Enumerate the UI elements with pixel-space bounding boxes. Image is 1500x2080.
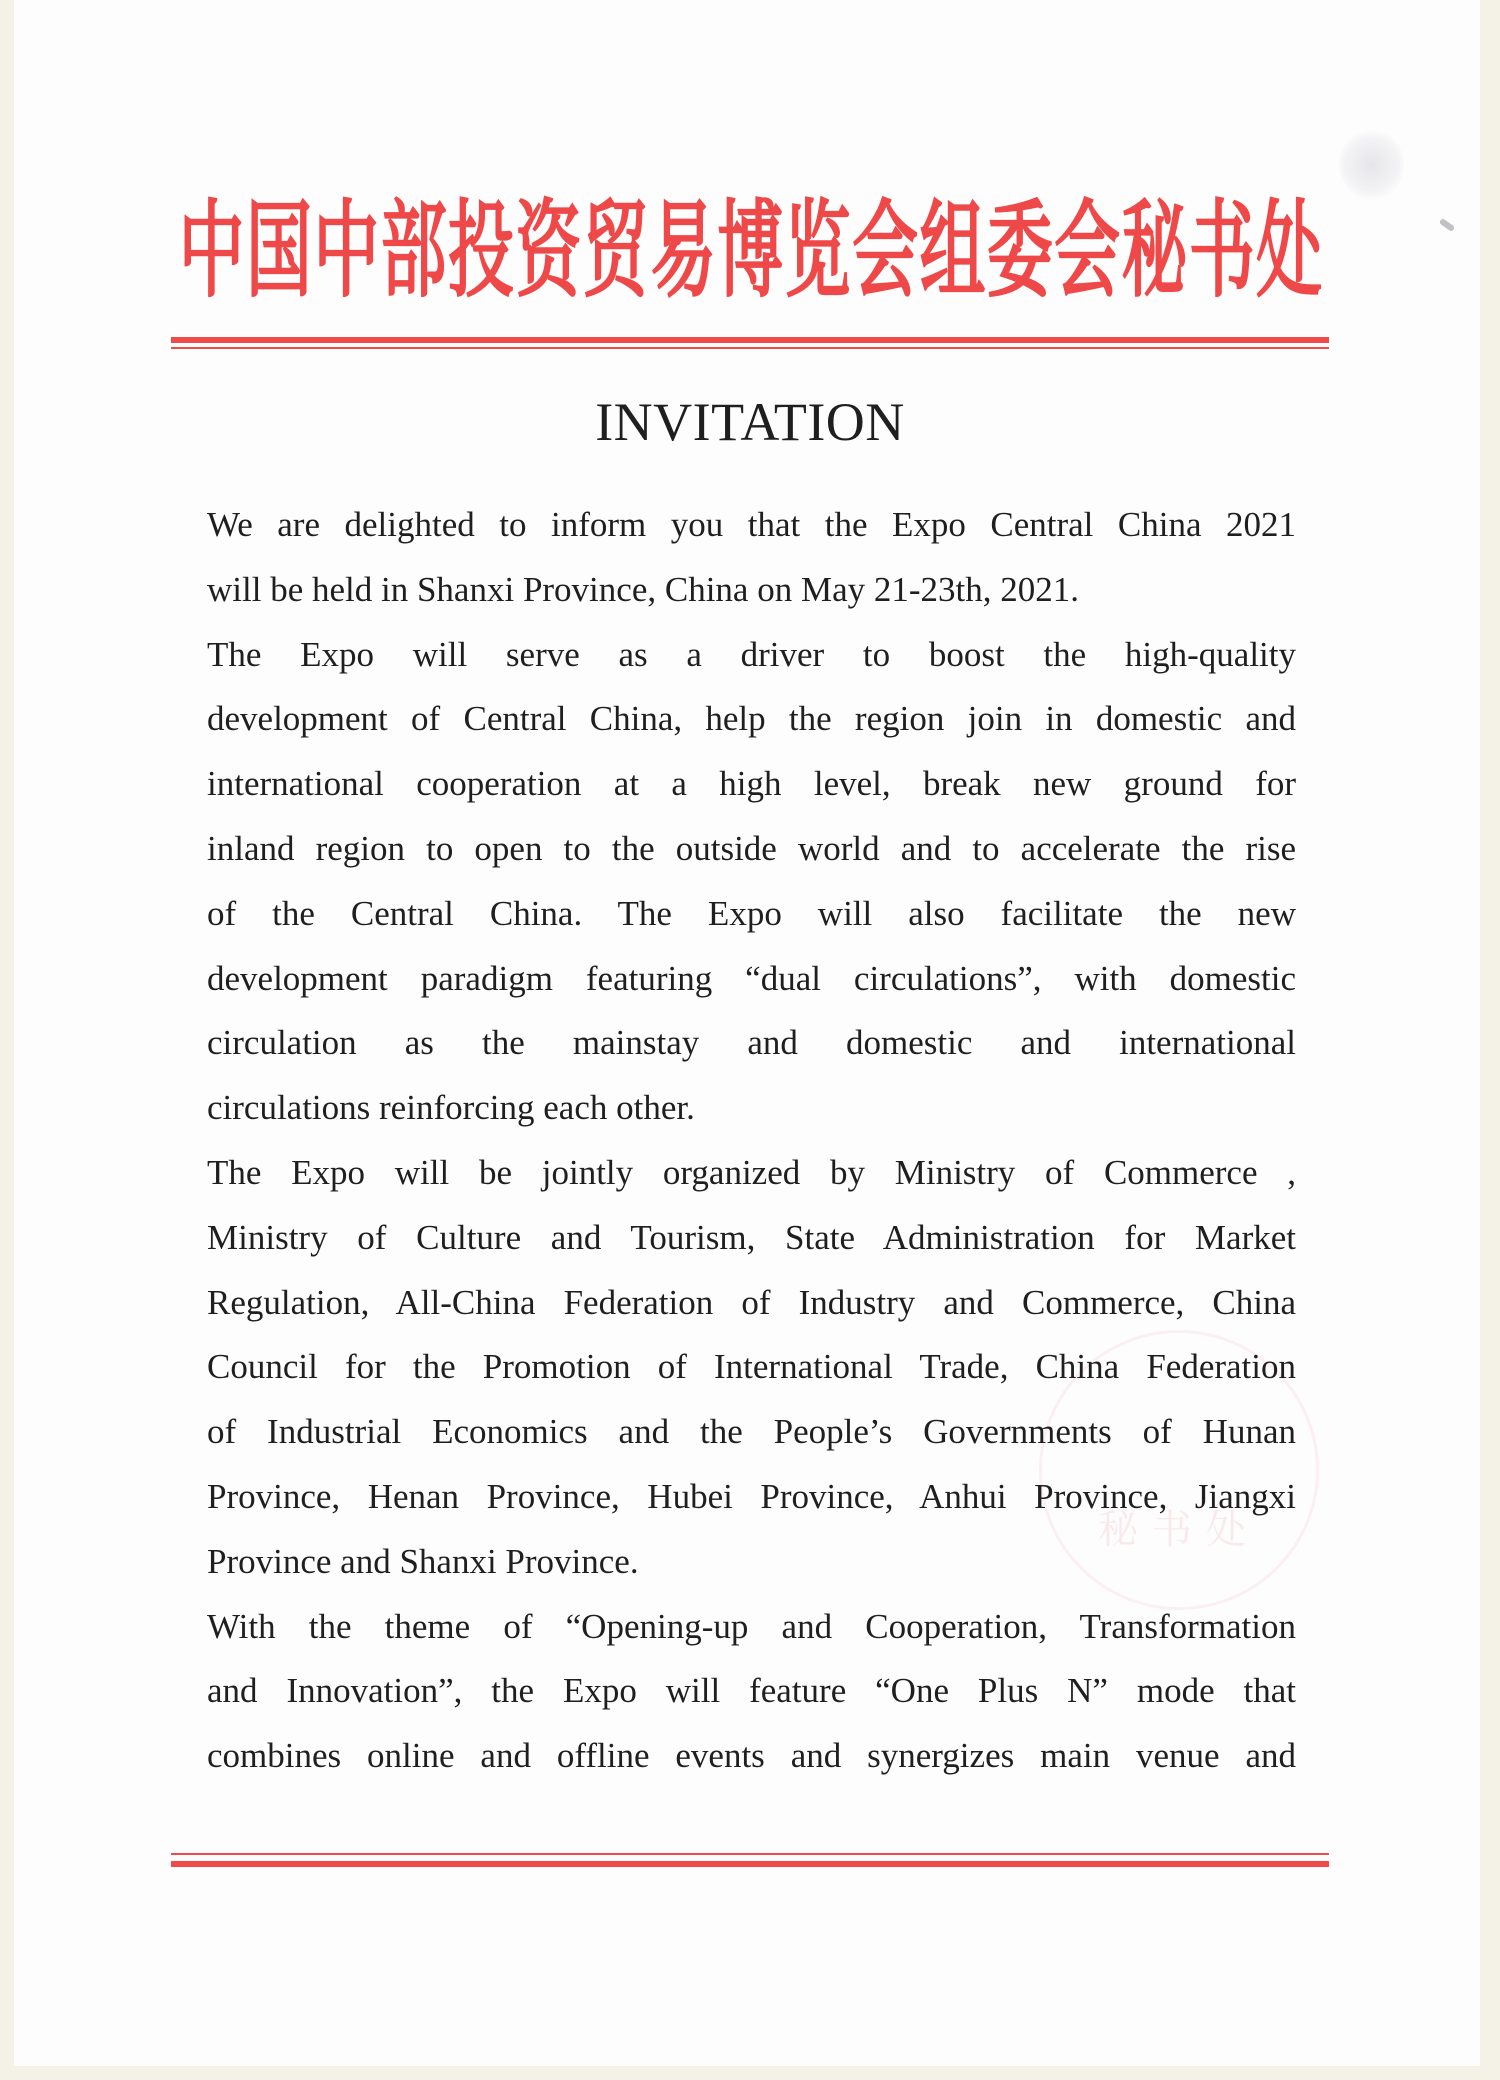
letterhead-glyph: 会 (852, 187, 919, 313)
body-text-line: With the theme of “Opening-up and Cooperation, Transformation (207, 1606, 1296, 1646)
letterhead-rule-thick (171, 337, 1329, 343)
body-text-line: Province, Henan Province, Hubei Province, Anhui Province, Jiangxi (207, 1476, 1296, 1516)
letterhead-title (178, 180, 1323, 320)
letterhead-glyph: 书 (1188, 187, 1255, 313)
footer-rule-thin (171, 1853, 1329, 1855)
body-text-line: circulation as the mainstay and domestic and international (207, 1023, 1296, 1063)
letterhead-glyph: 览 (784, 187, 851, 313)
body-text-line: Ministry of Culture and Tourism, State Administration for Market (207, 1217, 1296, 1257)
body-text-line: of the Central China. The Expo will also facilitate the new (207, 893, 1296, 933)
body-text-line: We are delighted to inform you that the Expo Central China 2021 (207, 505, 1296, 544)
letterhead-glyph: 中 (178, 187, 245, 313)
seal-text: 秘书处 (1098, 1507, 1260, 1553)
letterhead-glyph: 部 (380, 187, 447, 313)
body-text-line: and Innovation”, the Expo will feature “One Plus N” mode that (207, 1671, 1296, 1711)
body-text-line: international cooperation at a high level, break new ground for (207, 764, 1296, 804)
body-text-line: Council for the Promotion of International Trade, China Federation (207, 1347, 1296, 1387)
body-text-line: of Industrial Economics and the People’s Governments of Hunan (207, 1412, 1296, 1452)
letterhead-glyph: 资 (515, 187, 582, 313)
letterhead-glyph: 会 (1054, 187, 1121, 313)
document-heading: INVITATION (595, 392, 905, 452)
letterhead-glyph: 博 (717, 187, 784, 313)
letterhead-glyph: 国 (246, 187, 313, 313)
body-text-line: Regulation, All-China Federation of Industry and Commerce, China (207, 1282, 1296, 1322)
footer-rule-thick (171, 1861, 1329, 1867)
letterhead-glyph: 贸 (582, 187, 649, 313)
body-text-line: development paradigm featuring “dual circulations”, with domestic (207, 958, 1296, 998)
body-text-line: development of Central China, help the region join in domestic and (207, 699, 1296, 739)
document-body (207, 505, 1296, 1801)
body-text-line: will be held in Shanxi Province, China on May 21-23th, 2021. (207, 569, 1079, 609)
letterhead-glyph: 中 (313, 187, 380, 313)
letterhead-glyph: 委 (986, 187, 1053, 313)
letterhead-glyph: 秘 (1121, 187, 1188, 313)
body-text-line: The Expo will be jointly organized by Ministry of Commerce , (207, 1152, 1296, 1192)
scan-speck (1439, 218, 1456, 232)
body-text-line: circulations reinforcing each other. (207, 1088, 695, 1128)
letterhead-rule-thin (171, 347, 1329, 349)
letterhead-glyph: 组 (919, 187, 986, 313)
body-text-line: inland region to open to the outside world and to accelerate the rise (207, 828, 1296, 868)
letterhead-glyph: 投 (448, 187, 515, 313)
body-text-line: combines online and offline events and synergizes main venue and (207, 1736, 1296, 1776)
scan-smudge (1339, 130, 1404, 200)
body-text-line: Province and Shanxi Province. (207, 1541, 639, 1581)
body-text-line: The Expo will serve as a driver to boost the high-quality (207, 634, 1296, 674)
letterhead-glyph: 易 (650, 187, 717, 313)
letterhead-glyph: 处 (1256, 187, 1323, 313)
